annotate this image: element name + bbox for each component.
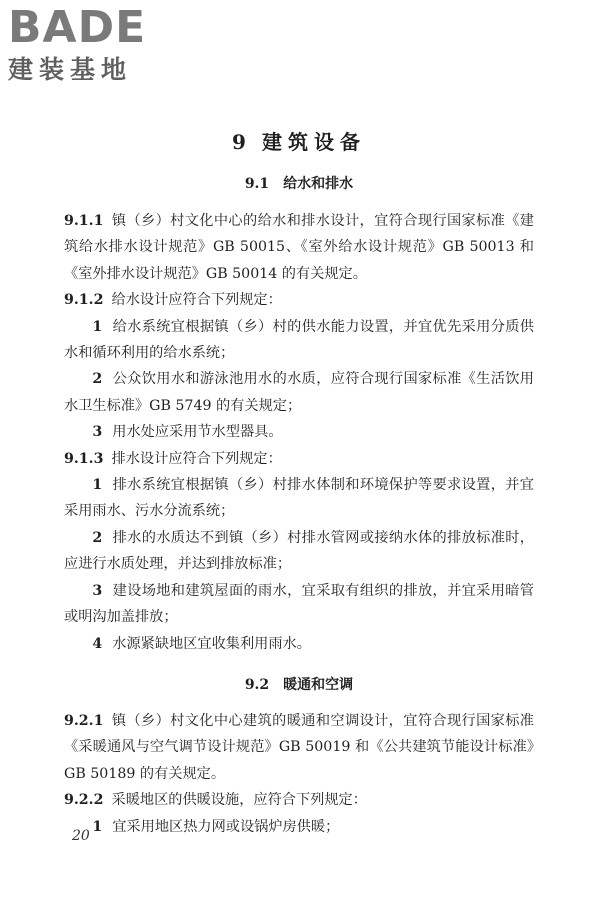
list-item — [64, 366, 534, 419]
clause-text: 给水设计应符合下列规定： — [111, 292, 282, 309]
clause-9-2-2 — [64, 787, 534, 813]
item-number: 2 — [92, 371, 103, 388]
clause-text: 采暖地区的供暖设施，应符合下列规定： — [111, 792, 367, 809]
clause-number: 9.2.2 — [64, 792, 104, 809]
logo-wordmark: BADE — [8, 2, 147, 53]
item-number: 4 — [92, 635, 103, 652]
item-number: 3 — [92, 582, 103, 599]
section-heading — [64, 675, 534, 695]
list-item — [64, 631, 534, 657]
clause-9-1-2 — [64, 287, 534, 313]
section-heading — [64, 174, 534, 194]
section-number: 9.1 — [244, 176, 270, 192]
section-number: 9.2 — [244, 676, 270, 693]
item-number: 2 — [92, 529, 103, 546]
item-number: 3 — [92, 424, 103, 441]
list-item — [64, 578, 534, 631]
item-text: 排水系统宜根据镇（乡）村排水体制和环境保护等要求设置，并宜采用雨水、污水分流系统； — [64, 477, 534, 520]
chapter-heading — [64, 128, 534, 156]
item-text: 宜采用地区热力网或设锅炉房供暖； — [112, 818, 340, 835]
clause-9-2-1 — [64, 708, 534, 787]
clause-number: 9.1.1 — [64, 213, 104, 229]
list-item — [64, 314, 534, 367]
chapter-title: 建筑设备 — [261, 130, 366, 154]
clause-9-1-1 — [64, 208, 534, 287]
chapter-number: 9 — [232, 130, 252, 154]
list-item — [64, 419, 534, 445]
clause-number: 9.2.1 — [64, 712, 104, 729]
item-text: 建设场地和建筑屋面的雨水，宜采取有组织的排放，并宜采用暗管或明沟加盖排放； — [64, 582, 534, 626]
item-number: 1 — [92, 318, 103, 335]
section-title: 给水和排水 — [283, 176, 354, 192]
document-body — [64, 128, 534, 840]
logo-chinese-name: 建装基地 — [8, 55, 133, 84]
clause-number: 9.1.2 — [64, 292, 104, 309]
item-text: 公众饮用水和游泳池用水的水质，应符合现行国家标准《生活饮用水卫生标准》GB 5749 的有关规定； — [64, 371, 534, 414]
item-text: 水源紧缺地区宜收集利用雨水。 — [112, 635, 311, 652]
list-item — [64, 472, 534, 525]
clause-9-1-3 — [64, 446, 534, 472]
item-text: 排水的水质达不到镇（乡）村排水管网或接纳水体的排放标准时，应进行水质处理，并达到排放标准； — [64, 529, 534, 573]
item-number: 1 — [92, 477, 103, 494]
page-number: 20 — [72, 828, 90, 844]
bade-logo — [8, 4, 178, 86]
list-item — [64, 814, 534, 840]
clause-text: 排水设计应符合下列规定： — [111, 450, 282, 467]
clause-number: 9.1.3 — [64, 450, 104, 467]
item-text: 给水系统宜根据镇（乡）村的供水能力设置，并宜优先采用分质供水和循环利用的给水系统； — [64, 318, 534, 362]
clause-text: 镇（乡）村文化中心建筑的暖通和空调设计，宜符合现行国家标准《采暖通风与空气调节设计规范》GB 50019 和《公共建筑节能设计标准》GB 50189 的有关规定。 — [64, 712, 534, 782]
item-text: 用水处应采用节水型器具。 — [112, 424, 283, 441]
item-number: 1 — [92, 818, 103, 835]
section-title: 暖通和空调 — [283, 676, 354, 693]
list-item — [64, 525, 534, 578]
clause-text: 镇（乡）村文化中心的给水和排水设计，宜符合现行国家标准《建筑给水排水设计规范》GB 50015、《室外给水设计规范》GB 50013 和《室外排水设计规范》GB 50014 的有关规定。 — [64, 213, 534, 282]
